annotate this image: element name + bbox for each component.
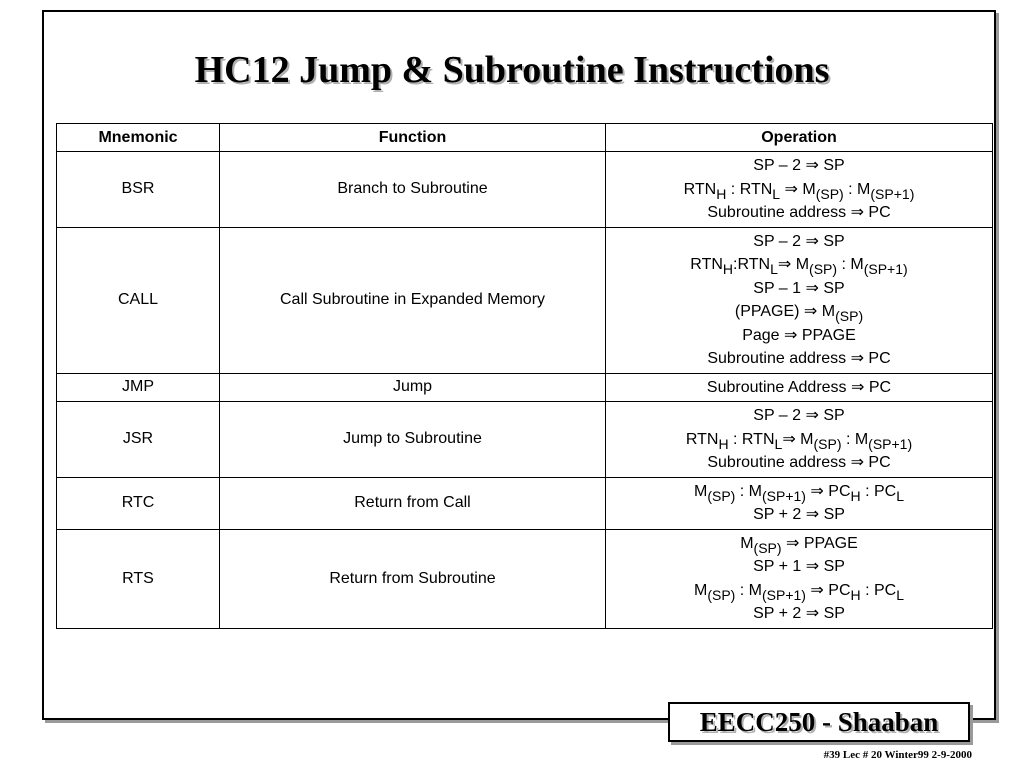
operation-line: Page ⇒ PPAGE	[742, 326, 856, 344]
operation-line: $M_{(SP)}$ ⇒ PPAGE	[740, 534, 858, 556]
slide-title: HC12 Jump & Subroutine Instructions	[194, 49, 830, 91]
operation-line: SP – 2 ⇒ SP	[753, 157, 845, 174]
table-row	[57, 402, 993, 478]
function-cell: Jump to Subroutine	[220, 402, 606, 478]
operation-cell	[606, 227, 993, 373]
table-row	[57, 373, 993, 402]
mnemonic-cell: RTS	[57, 529, 220, 628]
mnemonic-cell: CALL	[57, 227, 220, 373]
function-header: Function	[220, 124, 606, 152]
instruction-table	[56, 123, 993, 629]
table-row	[57, 529, 993, 628]
operation-header: Operation	[606, 124, 993, 152]
function-cell: Call Subroutine in Expanded Memory	[220, 227, 606, 373]
operation-line: (PPAGE) ⇒ $M_{(SP)}$	[734, 303, 864, 324]
operation-cell	[606, 373, 993, 402]
table-header-row	[57, 124, 993, 152]
mnemonic-cell: JMP	[57, 373, 220, 402]
course-badge	[668, 702, 970, 742]
operation-line: Subroutine address ⇒ PC	[707, 350, 891, 367]
operation-cell	[606, 152, 993, 228]
operation-line: Subroutine Address ⇒ PC	[706, 378, 892, 396]
table-body	[57, 152, 993, 629]
mnemonic-cell: JSR	[57, 402, 220, 478]
operation-line: SP + 2 ⇒ SP	[753, 605, 845, 622]
operation-line: $RTN_H$ : $RTN_L$ ⇒ $M_{(SP)}$ : $M_{(SP+1)}$	[683, 180, 915, 202]
mnemonic-cell: RTC	[57, 477, 220, 529]
operation-line: $RTN_H:RTN_L\Rightarrow$ $M_{(SP)}$ : $M_{(SP+1)}$	[690, 256, 908, 277]
function-cell: Jump	[220, 373, 606, 402]
operation-line: $RTN_H$ : $RTN_L\Rightarrow$ $M_{(SP)}$ : $M_{(SP+1)}$	[685, 430, 913, 452]
operation-line: SP + 1 ⇒ SP	[753, 558, 845, 575]
operation-cell	[606, 402, 993, 478]
operation-line: Subroutine address ⇒ PC	[707, 204, 891, 221]
instruction-table-container	[56, 123, 992, 629]
table-row	[57, 477, 993, 529]
table-row	[57, 227, 993, 373]
operation-line: SP – 2 ⇒ SP	[753, 232, 845, 250]
operation-cell	[606, 529, 993, 628]
lecture-footer: #39 Lec # 20 Winter99 2-9-2000	[823, 749, 972, 761]
operation-line: $M_{(SP)}$ : $M_{(SP+1)}$ ⇒ $PC_H$ : $PC_L$	[694, 581, 904, 603]
operation-line: $M_{(SP)}$ : $M_{(SP+1)}$ ⇒ $PC_H$ : $PC_L$	[694, 482, 904, 504]
operation-cell	[606, 477, 993, 529]
operation-line: SP – 1 ⇒ SP	[753, 279, 845, 297]
function-cell: Branch to Subroutine	[220, 152, 606, 228]
mnemonic-header: Mnemonic	[57, 124, 220, 152]
function-cell: Return from Call	[220, 477, 606, 529]
function-cell: Return from Subroutine	[220, 529, 606, 628]
operation-line: SP + 2 ⇒ SP	[753, 506, 845, 523]
table-row	[57, 152, 993, 228]
operation-line: SP – 2 ⇒ SP	[753, 407, 845, 424]
mnemonic-cell: BSR	[57, 152, 220, 228]
operation-line: Subroutine address ⇒ PC	[707, 454, 891, 471]
course-badge-label: EECC250 - Shaaban	[699, 707, 939, 737]
